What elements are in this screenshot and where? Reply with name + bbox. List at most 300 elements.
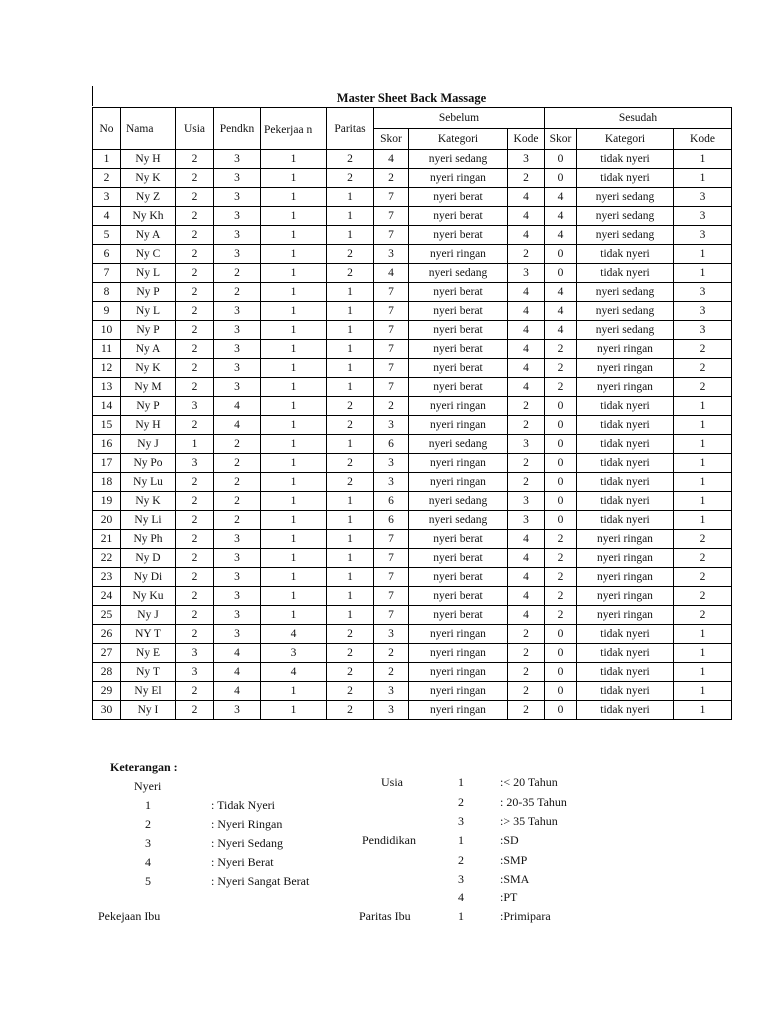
cell-skor-sesudah: 0	[545, 511, 577, 530]
cell-kode-sesudah: 1	[674, 663, 732, 682]
cell-pendidikan: 3	[214, 245, 261, 264]
cell-usia: 2	[176, 587, 214, 606]
header-no: No	[93, 108, 121, 150]
legend-pendidikan-text: :PT	[500, 890, 518, 904]
table-row	[93, 435, 732, 454]
cell-kode-sebelum: 2	[508, 245, 545, 264]
cell-kode-sebelum: 4	[508, 378, 545, 397]
legend-paritas-label: Paritas Ibu	[359, 909, 411, 923]
table-row	[93, 207, 732, 226]
cell-usia: 2	[176, 321, 214, 340]
cell-nama: Ny K	[121, 359, 176, 378]
cell-kategori-sebelum: nyeri berat	[409, 226, 508, 245]
cell-paritas: 1	[327, 435, 374, 454]
cell-skor-sebelum: 7	[374, 321, 409, 340]
table-row	[93, 682, 732, 701]
cell-skor-sebelum: 4	[374, 264, 409, 283]
cell-kategori-sebelum: nyeri sedang	[409, 435, 508, 454]
table-row	[93, 378, 732, 397]
cell-pekerjaan: 1	[261, 701, 327, 720]
cell-nama: Ny H	[121, 150, 176, 169]
cell-skor-sesudah: 4	[545, 302, 577, 321]
master-sheet-table	[92, 107, 732, 720]
cell-kode-sesudah: 1	[674, 150, 732, 169]
cell-no: 28	[93, 663, 121, 682]
cell-paritas: 1	[327, 606, 374, 625]
legend-nyeri-text: : Nyeri Sangat Berat	[211, 874, 310, 888]
cell-usia: 2	[176, 226, 214, 245]
table-row	[93, 416, 732, 435]
table-row	[93, 188, 732, 207]
cell-kategori-sesudah: nyeri ringan	[577, 359, 674, 378]
cell-skor-sesudah: 0	[545, 625, 577, 644]
cell-pendidikan: 4	[214, 397, 261, 416]
cell-skor-sebelum: 7	[374, 378, 409, 397]
cell-kategori-sesudah: tidak nyeri	[577, 511, 674, 530]
cell-pekerjaan: 1	[261, 473, 327, 492]
legend-nyeri-text: : Tidak Nyeri	[211, 798, 276, 812]
legend-usia-text: :< 20 Tahun	[500, 775, 558, 789]
cell-pekerjaan: 4	[261, 663, 327, 682]
cell-paritas: 1	[327, 549, 374, 568]
cell-skor-sesudah: 0	[545, 663, 577, 682]
legend-nyeri-code: 4	[145, 855, 151, 869]
legend-pendidikan-text: :SMP	[500, 853, 528, 867]
legend-nyeri-text: : Nyeri Ringan	[211, 817, 283, 831]
cell-kode-sebelum: 4	[508, 302, 545, 321]
cell-kategori-sebelum: nyeri ringan	[409, 397, 508, 416]
cell-kategori-sebelum: nyeri sedang	[409, 150, 508, 169]
cell-pendidikan: 3	[214, 150, 261, 169]
cell-skor-sebelum: 3	[374, 454, 409, 473]
cell-pendidikan: 3	[214, 169, 261, 188]
cell-pekerjaan: 1	[261, 302, 327, 321]
cell-kode-sebelum: 3	[508, 264, 545, 283]
cell-pekerjaan: 1	[261, 454, 327, 473]
cell-no: 22	[93, 549, 121, 568]
cell-kategori-sesudah: tidak nyeri	[577, 416, 674, 435]
cell-pekerjaan: 1	[261, 226, 327, 245]
cell-kategori-sebelum: nyeri sedang	[409, 492, 508, 511]
header-kategori-sebelum: Kategori	[409, 129, 508, 150]
cell-usia: 1	[176, 435, 214, 454]
cell-kategori-sesudah: tidak nyeri	[577, 682, 674, 701]
cell-no: 8	[93, 283, 121, 302]
table-row	[93, 625, 732, 644]
cell-nama: Ny I	[121, 701, 176, 720]
table-row	[93, 568, 732, 587]
cell-paritas: 1	[327, 188, 374, 207]
cell-pendidikan: 2	[214, 435, 261, 454]
cell-skor-sesudah: 0	[545, 397, 577, 416]
header-pekerjaan: Pekerjaa n	[261, 108, 327, 150]
cell-skor-sesudah: 4	[545, 226, 577, 245]
legend-pendidikan-code: 1	[458, 833, 464, 847]
cell-kode-sebelum: 4	[508, 549, 545, 568]
cell-kategori-sebelum: nyeri berat	[409, 606, 508, 625]
cell-pekerjaan: 1	[261, 150, 327, 169]
cell-skor-sesudah: 0	[545, 264, 577, 283]
header-kategori-sesudah: Kategori	[577, 129, 674, 150]
cell-pekerjaan: 1	[261, 188, 327, 207]
cell-nama: Ny Po	[121, 454, 176, 473]
cell-usia: 2	[176, 530, 214, 549]
cell-kategori-sesudah: tidak nyeri	[577, 245, 674, 264]
cell-kode-sesudah: 1	[674, 245, 732, 264]
cell-skor-sesudah: 0	[545, 416, 577, 435]
cell-kategori-sesudah: tidak nyeri	[577, 150, 674, 169]
cell-kategori-sebelum: nyeri berat	[409, 188, 508, 207]
cell-kode-sesudah: 1	[674, 454, 732, 473]
cell-skor-sesudah: 2	[545, 606, 577, 625]
legend-paritas-code: 1	[458, 909, 464, 923]
cell-nama: Ny M	[121, 378, 176, 397]
cell-kode-sebelum: 2	[508, 682, 545, 701]
cell-kode-sesudah: 3	[674, 283, 732, 302]
cell-skor-sesudah: 2	[545, 359, 577, 378]
cell-kode-sebelum: 4	[508, 530, 545, 549]
cell-nama: Ny D	[121, 549, 176, 568]
cell-kode-sebelum: 4	[508, 188, 545, 207]
cell-nama: Ny K	[121, 169, 176, 188]
cell-usia: 2	[176, 492, 214, 511]
cell-kategori-sesudah: tidak nyeri	[577, 435, 674, 454]
cell-pendidikan: 2	[214, 283, 261, 302]
cell-paritas: 2	[327, 663, 374, 682]
cell-kode-sesudah: 1	[674, 473, 732, 492]
cell-skor-sesudah: 0	[545, 473, 577, 492]
cell-kategori-sesudah: nyeri ringan	[577, 378, 674, 397]
legend-nyeri-code: 1	[145, 798, 151, 812]
cell-kode-sesudah: 1	[674, 644, 732, 663]
cell-kategori-sebelum: nyeri berat	[409, 207, 508, 226]
cell-paritas: 1	[327, 226, 374, 245]
legend-usia-label: Usia	[381, 775, 403, 789]
table-row	[93, 663, 732, 682]
cell-usia: 3	[176, 644, 214, 663]
cell-nama: Ny P	[121, 283, 176, 302]
cell-skor-sesudah: 0	[545, 169, 577, 188]
cell-kategori-sebelum: nyeri berat	[409, 321, 508, 340]
cell-paritas: 1	[327, 568, 374, 587]
header-skor-sebelum: Skor	[374, 129, 409, 150]
cell-kategori-sesudah: tidak nyeri	[577, 473, 674, 492]
cell-pendidikan: 4	[214, 416, 261, 435]
cell-pekerjaan: 1	[261, 321, 327, 340]
cell-kode-sesudah: 2	[674, 568, 732, 587]
cell-paritas: 1	[327, 302, 374, 321]
cell-skor-sesudah: 4	[545, 188, 577, 207]
cell-kategori-sebelum: nyeri ringan	[409, 169, 508, 188]
cell-usia: 2	[176, 150, 214, 169]
cell-kode-sebelum: 2	[508, 416, 545, 435]
cell-nama: Ny Li	[121, 511, 176, 530]
cell-kategori-sesudah: nyeri sedang	[577, 226, 674, 245]
table-row	[93, 302, 732, 321]
cell-kode-sesudah: 1	[674, 435, 732, 454]
cell-pekerjaan: 1	[261, 378, 327, 397]
cell-kode-sebelum: 3	[508, 150, 545, 169]
cell-skor-sebelum: 7	[374, 359, 409, 378]
cell-kategori-sebelum: nyeri ringan	[409, 473, 508, 492]
cell-pendidikan: 4	[214, 663, 261, 682]
cell-pendidikan: 3	[214, 549, 261, 568]
cell-kategori-sesudah: nyeri sedang	[577, 321, 674, 340]
table-row	[93, 150, 732, 169]
cell-kode-sebelum: 2	[508, 644, 545, 663]
cell-paritas: 1	[327, 530, 374, 549]
cell-skor-sesudah: 0	[545, 245, 577, 264]
cell-skor-sebelum: 2	[374, 169, 409, 188]
cell-skor-sebelum: 3	[374, 625, 409, 644]
header-sesudah: Sesudah	[545, 108, 732, 129]
cell-nama: Ny Kh	[121, 207, 176, 226]
cell-no: 14	[93, 397, 121, 416]
cell-usia: 2	[176, 378, 214, 397]
cell-no: 25	[93, 606, 121, 625]
cell-usia: 2	[176, 264, 214, 283]
cell-kategori-sebelum: nyeri berat	[409, 378, 508, 397]
cell-kode-sebelum: 2	[508, 663, 545, 682]
cell-kode-sebelum: 4	[508, 568, 545, 587]
cell-pekerjaan: 1	[261, 511, 327, 530]
cell-skor-sebelum: 7	[374, 188, 409, 207]
cell-kategori-sesudah: nyeri sedang	[577, 283, 674, 302]
cell-skor-sesudah: 2	[545, 587, 577, 606]
cell-skor-sesudah: 2	[545, 549, 577, 568]
cell-nama: Ny H	[121, 416, 176, 435]
cell-nama: NY T	[121, 625, 176, 644]
cell-skor-sesudah: 0	[545, 644, 577, 663]
cell-kode-sesudah: 2	[674, 378, 732, 397]
cell-usia: 3	[176, 663, 214, 682]
cell-skor-sesudah: 4	[545, 321, 577, 340]
cell-no: 26	[93, 625, 121, 644]
cell-pekerjaan: 1	[261, 530, 327, 549]
legend-usia-code: 2	[458, 795, 464, 809]
cell-kode-sesudah: 2	[674, 606, 732, 625]
cell-kategori-sebelum: nyeri berat	[409, 587, 508, 606]
table-row	[93, 226, 732, 245]
cell-skor-sesudah: 0	[545, 492, 577, 511]
cell-kode-sebelum: 2	[508, 397, 545, 416]
legend-nyeri-text: : Nyeri Berat	[211, 855, 274, 869]
table-row	[93, 321, 732, 340]
cell-usia: 2	[176, 625, 214, 644]
cell-pendidikan: 3	[214, 568, 261, 587]
cell-skor-sebelum: 7	[374, 340, 409, 359]
cell-usia: 2	[176, 416, 214, 435]
cell-pekerjaan: 1	[261, 492, 327, 511]
table-row	[93, 606, 732, 625]
cell-kode-sesudah: 3	[674, 207, 732, 226]
cell-kategori-sebelum: nyeri sedang	[409, 264, 508, 283]
cell-kode-sesudah: 1	[674, 511, 732, 530]
cell-nama: Ny C	[121, 245, 176, 264]
cell-no: 18	[93, 473, 121, 492]
table-row	[93, 701, 732, 720]
cell-pendidikan: 2	[214, 264, 261, 283]
cell-paritas: 1	[327, 492, 374, 511]
table-row	[93, 283, 732, 302]
cell-nama: Ny Ph	[121, 530, 176, 549]
cell-skor-sebelum: 7	[374, 283, 409, 302]
cell-pendidikan: 3	[214, 321, 261, 340]
cell-pekerjaan: 1	[261, 245, 327, 264]
cell-kode-sebelum: 4	[508, 321, 545, 340]
cell-nama: Ny Z	[121, 188, 176, 207]
cell-no: 29	[93, 682, 121, 701]
cell-kategori-sesudah: tidak nyeri	[577, 454, 674, 473]
cell-paritas: 1	[327, 340, 374, 359]
cell-kode-sesudah: 1	[674, 701, 732, 720]
cell-kode-sesudah: 2	[674, 340, 732, 359]
legend-usia-code: 1	[458, 775, 464, 789]
header-sebelum: Sebelum	[374, 108, 545, 129]
cell-paritas: 2	[327, 150, 374, 169]
cell-kategori-sebelum: nyeri ringan	[409, 701, 508, 720]
legend-nyeri-label: Nyeri	[134, 779, 162, 793]
cell-usia: 3	[176, 397, 214, 416]
cell-kategori-sesudah: tidak nyeri	[577, 397, 674, 416]
cell-kode-sebelum: 4	[508, 359, 545, 378]
cell-skor-sebelum: 6	[374, 492, 409, 511]
cell-no: 13	[93, 378, 121, 397]
cell-kategori-sesudah: tidak nyeri	[577, 625, 674, 644]
cell-kategori-sebelum: nyeri ringan	[409, 454, 508, 473]
table-row	[93, 530, 732, 549]
cell-nama: Ny Ku	[121, 587, 176, 606]
cell-kategori-sesudah: nyeri ringan	[577, 340, 674, 359]
cell-kategori-sebelum: nyeri ringan	[409, 416, 508, 435]
cell-pendidikan: 3	[214, 606, 261, 625]
table-row	[93, 340, 732, 359]
cell-skor-sebelum: 7	[374, 302, 409, 321]
cell-no: 12	[93, 359, 121, 378]
cell-skor-sebelum: 7	[374, 549, 409, 568]
cell-no: 1	[93, 150, 121, 169]
cell-paritas: 2	[327, 397, 374, 416]
cell-kategori-sesudah: nyeri ringan	[577, 587, 674, 606]
cell-nama: Ny Lu	[121, 473, 176, 492]
cell-kategori-sebelum: nyeri berat	[409, 283, 508, 302]
cell-no: 19	[93, 492, 121, 511]
table-row	[93, 245, 732, 264]
cell-kategori-sesudah: nyeri sedang	[577, 302, 674, 321]
cell-pekerjaan: 1	[261, 587, 327, 606]
cell-skor-sebelum: 7	[374, 530, 409, 549]
cell-nama: Ny T	[121, 663, 176, 682]
cell-skor-sesudah: 4	[545, 207, 577, 226]
cell-usia: 2	[176, 473, 214, 492]
cell-kategori-sebelum: nyeri berat	[409, 530, 508, 549]
cell-skor-sesudah: 2	[545, 530, 577, 549]
legend-paritas-text: :Primipara	[500, 909, 551, 923]
cell-pendidikan: 3	[214, 359, 261, 378]
cell-kode-sesudah: 1	[674, 397, 732, 416]
cell-pendidikan: 2	[214, 492, 261, 511]
cell-pendidikan: 2	[214, 473, 261, 492]
header-nama: Nama	[121, 108, 176, 150]
cell-no: 16	[93, 435, 121, 454]
header-pendkn: Pendkn	[214, 108, 261, 150]
legend-pendidikan-text: :SMA	[500, 872, 530, 886]
cell-no: 21	[93, 530, 121, 549]
cell-pendidikan: 3	[214, 701, 261, 720]
cell-skor-sebelum: 3	[374, 416, 409, 435]
table-row	[93, 359, 732, 378]
cell-kode-sebelum: 4	[508, 606, 545, 625]
table-row	[93, 473, 732, 492]
cell-kode-sesudah: 1	[674, 682, 732, 701]
cell-paritas: 2	[327, 701, 374, 720]
cell-pendidikan: 2	[214, 454, 261, 473]
cell-kategori-sebelum: nyeri ringan	[409, 644, 508, 663]
cell-kategori-sesudah: nyeri sedang	[577, 207, 674, 226]
cell-usia: 2	[176, 207, 214, 226]
legend-nyeri-code: 2	[145, 817, 151, 831]
cell-skor-sebelum: 3	[374, 473, 409, 492]
table-row	[93, 549, 732, 568]
cell-usia: 2	[176, 701, 214, 720]
cell-usia: 2	[176, 359, 214, 378]
cell-kode-sebelum: 2	[508, 701, 545, 720]
cell-pekerjaan: 1	[261, 568, 327, 587]
cell-paritas: 2	[327, 473, 374, 492]
legend-pendidikan-label: Pendidikan	[362, 833, 416, 847]
legend-usia-code: 3	[458, 814, 464, 828]
cell-usia: 2	[176, 302, 214, 321]
cell-no: 3	[93, 188, 121, 207]
cell-kategori-sesudah: nyeri ringan	[577, 530, 674, 549]
cell-kode-sesudah: 3	[674, 302, 732, 321]
cell-kategori-sebelum: nyeri ringan	[409, 682, 508, 701]
cell-skor-sebelum: 3	[374, 701, 409, 720]
cell-nama: Ny El	[121, 682, 176, 701]
cell-usia: 3	[176, 454, 214, 473]
cell-kode-sesudah: 2	[674, 530, 732, 549]
legend-nyeri-code: 3	[145, 836, 151, 850]
cell-pekerjaan: 1	[261, 264, 327, 283]
cell-kode-sebelum: 4	[508, 340, 545, 359]
cell-usia: 2	[176, 549, 214, 568]
cell-skor-sebelum: 2	[374, 397, 409, 416]
cell-pekerjaan: 1	[261, 397, 327, 416]
cell-no: 17	[93, 454, 121, 473]
cell-skor-sebelum: 7	[374, 226, 409, 245]
cell-skor-sebelum: 4	[374, 150, 409, 169]
cell-kode-sebelum: 4	[508, 226, 545, 245]
cell-kode-sebelum: 4	[508, 587, 545, 606]
cell-pendidikan: 4	[214, 682, 261, 701]
cell-nama: Ny A	[121, 340, 176, 359]
cell-kode-sesudah: 3	[674, 321, 732, 340]
cell-no: 27	[93, 644, 121, 663]
cell-kategori-sebelum: nyeri ringan	[409, 625, 508, 644]
cell-paritas: 1	[327, 283, 374, 302]
cell-skor-sesudah: 2	[545, 340, 577, 359]
cell-paritas: 2	[327, 416, 374, 435]
cell-pendidikan: 3	[214, 378, 261, 397]
cell-kode-sebelum: 3	[508, 492, 545, 511]
cell-no: 10	[93, 321, 121, 340]
legend-pendidikan-code: 3	[458, 872, 464, 886]
cell-paritas: 1	[327, 587, 374, 606]
cell-pendidikan: 3	[214, 587, 261, 606]
cell-kategori-sesudah: nyeri ringan	[577, 549, 674, 568]
cell-usia: 2	[176, 283, 214, 302]
sheet-title: Master Sheet Back Massage	[336, 91, 487, 105]
